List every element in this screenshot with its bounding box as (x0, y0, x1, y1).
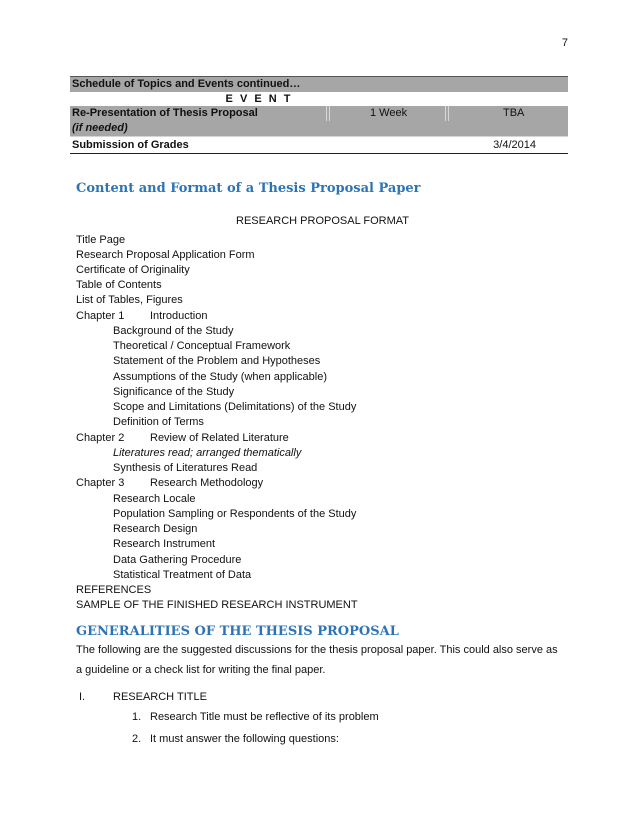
schedule-table (70, 76, 568, 154)
list-item: Research Proposal Application Form (76, 249, 255, 261)
list-heading: RESEARCH TITLE (113, 691, 207, 703)
event-cell (72, 106, 322, 136)
schedule-title: Schedule of Topics and Events continued… (70, 76, 568, 92)
section-heading: Content and Format of a Thesis Proposal Paper (76, 181, 421, 196)
chapter-title: Review of Related Literature (150, 432, 289, 444)
list-number: 1. (132, 711, 142, 723)
list-item: Research Title must be reflective of its problem (150, 711, 379, 723)
chapter-label: Chapter 2 (76, 432, 125, 444)
list-item: Background of the Study (113, 325, 234, 337)
intro-paragraph: The following are the suggested discussions for the thesis proposal paper. This could also serve as a guideline or a check list for writing the final paper. (76, 644, 558, 676)
list-item: Certificate of Originality (76, 264, 190, 276)
list-item: Population Sampling or Respondents of the Study (113, 508, 357, 520)
list-item: Statement of the Problem and Hypotheses (113, 355, 321, 367)
chapter-label: Chapter 3 (76, 477, 125, 489)
event-note: (if needed) (72, 122, 128, 134)
date-cell: 3/4/2014 (493, 139, 536, 151)
list-item: Research Design (113, 523, 198, 535)
chapter-1-line (76, 309, 376, 323)
list-item: Theoretical / Conceptual Framework (113, 340, 291, 352)
chapter-3-line (76, 476, 376, 490)
column-divider (445, 106, 449, 121)
list-item: Scope and Limitations (Delimitations) of the Study (113, 401, 357, 413)
event-column-header: E V E N T (70, 92, 568, 106)
list-item: Statistical Treatment of Data (113, 569, 252, 581)
list-item: It must answer the following questions: (150, 733, 339, 745)
list-item: Table of Contents (76, 279, 162, 291)
table-row (70, 137, 568, 154)
section-heading: GENERALITIES OF THE THESIS PROPOSAL (76, 624, 399, 639)
chapter-title: Introduction (150, 310, 208, 322)
chapter-title: Research Methodology (150, 477, 264, 489)
list-item: SAMPLE OF THE FINISHED RESEARCH INSTRUMENT (76, 599, 358, 611)
list-item: Synthesis of Literatures Read (113, 462, 258, 474)
list-item: Significance of the Study (113, 386, 235, 398)
roman-numeral: I. (79, 691, 86, 703)
chapter-2-line (76, 431, 376, 445)
list-item: Literatures read; arranged thematically (113, 447, 302, 459)
list-number: 2. (132, 733, 142, 745)
event-name: Re-Presentation of Thesis Proposal (72, 107, 258, 119)
event-name: Submission of Grades (72, 139, 189, 151)
list-item: Research Locale (113, 493, 196, 505)
date-cell: TBA (503, 107, 525, 119)
list-item: Title Page (76, 234, 126, 246)
list-item: Data Gathering Procedure (113, 554, 242, 566)
format-title: RESEARCH PROPOSAL FORMAT (236, 215, 409, 227)
column-divider (326, 106, 330, 121)
list-item: Research Instrument (113, 538, 216, 550)
page-number: 7 (561, 37, 568, 49)
list-item: REFERENCES (76, 584, 152, 596)
duration-cell: 1 Week (370, 107, 408, 119)
table-row (70, 106, 568, 137)
list-item: Assumptions of the Study (when applicable) (113, 371, 328, 383)
chapter-label: Chapter 1 (76, 310, 125, 322)
list-item: List of Tables, Figures (76, 294, 183, 306)
list-item: Definition of Terms (113, 416, 204, 428)
